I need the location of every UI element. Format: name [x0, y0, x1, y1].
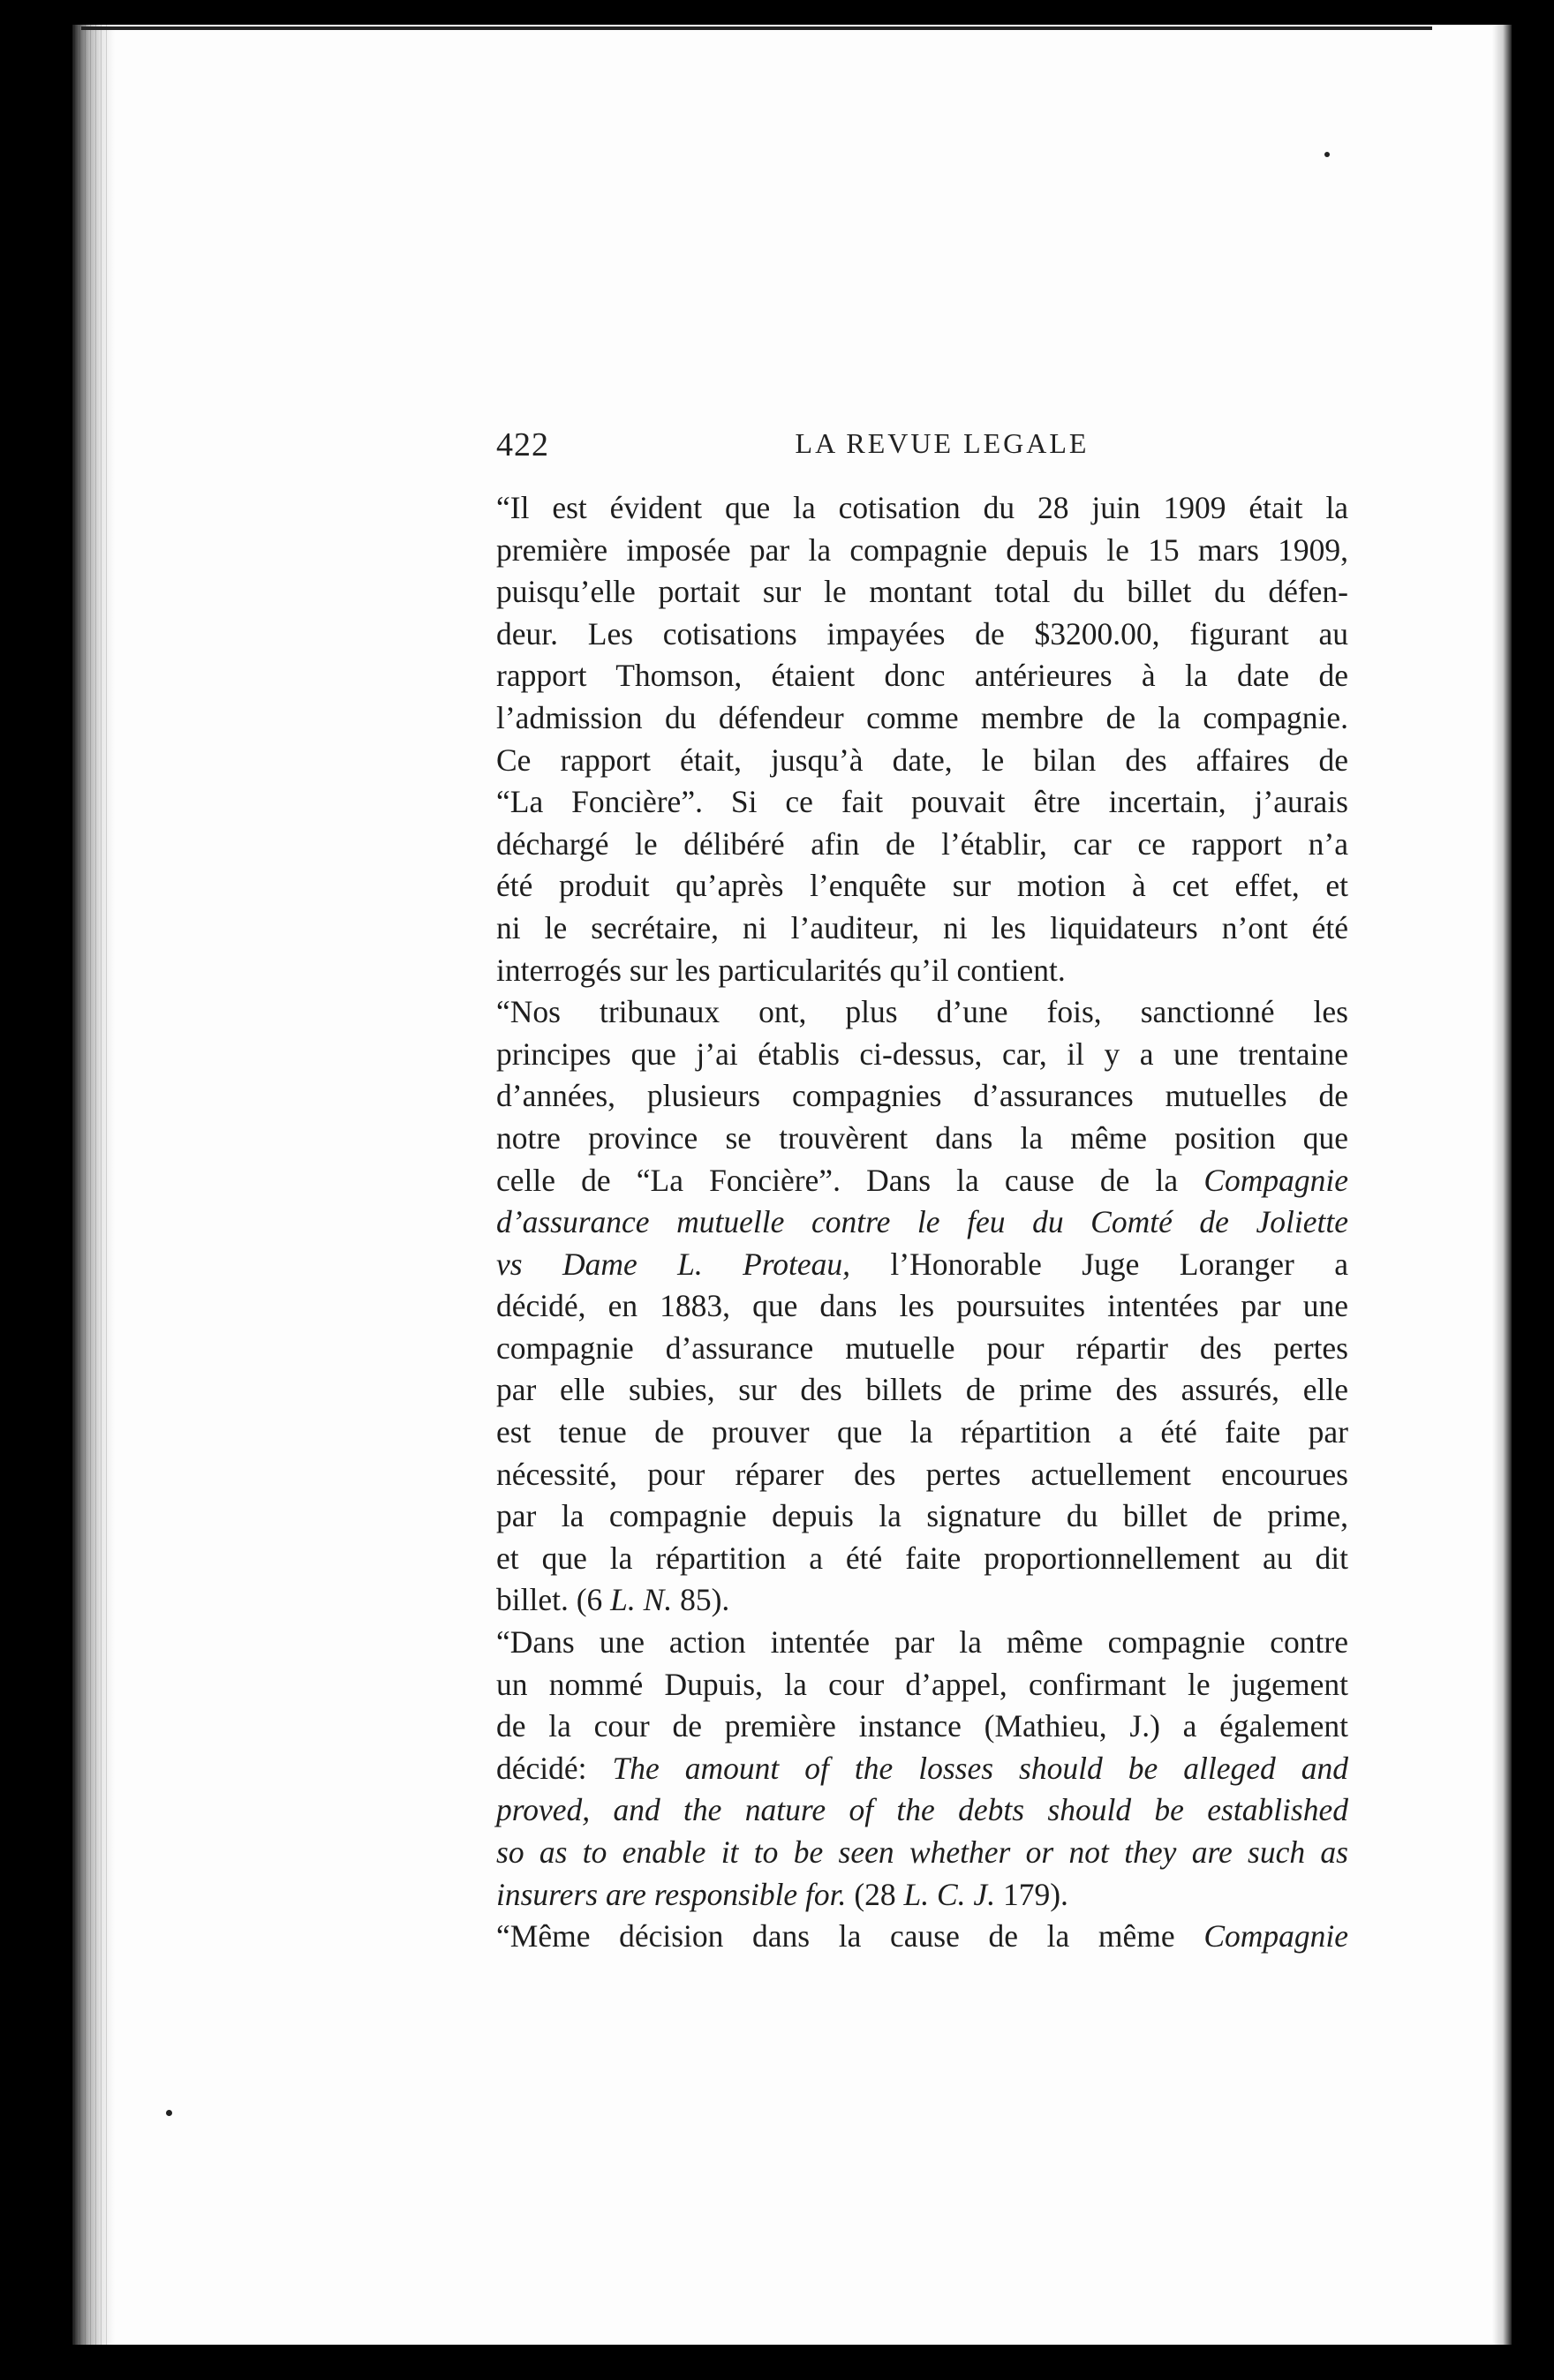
- text-line: [496, 1244, 1348, 1286]
- text-line: [496, 1789, 1348, 1832]
- text-line: [496, 1160, 1348, 1202]
- text-segment: “Il est évident que la cotisation du 28 juin 1909 était la: [496, 490, 1348, 525]
- text-line: [496, 1874, 1348, 1917]
- text-line: [496, 908, 1348, 950]
- page-top-edge: [81, 26, 1432, 30]
- italic-text-segment: L. N.: [610, 1582, 673, 1618]
- italic-text-segment: L. C. J.: [903, 1876, 996, 1912]
- text-line: [496, 655, 1348, 697]
- text-line: [496, 1034, 1348, 1076]
- text-segment: (28: [846, 1876, 904, 1912]
- text-segment: compagnie d’assurance mutuelle pour répartir des pertes: [496, 1329, 1348, 1366]
- text-line: [496, 1454, 1348, 1496]
- text-line: [496, 697, 1348, 740]
- text-line: [496, 1495, 1348, 1538]
- page-right-edge: [1492, 25, 1512, 2345]
- text-segment: déchargé le délibéré afin de l’établir, car ce rapport n’a: [496, 825, 1348, 862]
- text-segment: un nommé Dupuis, la cour d’appel, confirmant le jugement: [496, 1666, 1348, 1702]
- text-line: [496, 1118, 1348, 1160]
- text-segment: première imposée par la compagnie depuis le 15 mars 1909,: [496, 531, 1348, 568]
- italic-text-segment: Compagnie: [1203, 1918, 1348, 1954]
- page-edge-texture: [74, 25, 109, 2345]
- text-segment: puisqu’elle portait sur le montant total du billet du défen-: [496, 574, 1348, 610]
- page-number: 422: [496, 426, 549, 463]
- page-header: [496, 426, 1388, 470]
- text-segment: ni le secrétaire, ni l’auditeur, ni les liquidateurs n’ont été: [496, 909, 1348, 945]
- ink-speck: [166, 2110, 172, 2116]
- text-segment: l’Honorable Juge Loranger a: [850, 1246, 1348, 1282]
- italic-text-segment: so as to enable it to be seen whether or not they are such as: [496, 1834, 1348, 1870]
- text-segment: “Nos tribunaux ont, plus d’une fois, sanctionné les: [496, 994, 1348, 1030]
- text-line: [496, 530, 1348, 572]
- text-segment: et que la répartition a été faite proportionnellement au dit: [496, 1540, 1348, 1576]
- text-segment: de la cour de première instance (Mathieu, J.) a également: [496, 1708, 1348, 1744]
- text-line: [496, 1201, 1348, 1244]
- text-line: [496, 1748, 1348, 1790]
- text-segment: interrogés sur les particularités qu’il contient.: [496, 952, 1066, 988]
- italic-text-segment: insurers are responsible for.: [496, 1876, 847, 1912]
- text-segment: principes que j’ai établis ci-dessus, car, il y a une trentaine: [496, 1036, 1348, 1072]
- italic-text-segment: Compagnie: [1203, 1162, 1348, 1198]
- text-line: [496, 1328, 1348, 1370]
- italic-text-segment: proved, and the nature of the debts should be established: [496, 1792, 1348, 1828]
- text-line: [496, 824, 1348, 866]
- text-line: [496, 865, 1348, 908]
- text-line: [496, 1832, 1348, 1874]
- text-segment: billet. (6: [496, 1582, 611, 1618]
- text-line: [496, 487, 1348, 530]
- text-line: [496, 1579, 1348, 1622]
- text-line: [496, 950, 1348, 992]
- text-segment: l’admission du défendeur comme membre de la compagnie.: [496, 699, 1348, 735]
- running-title: LA REVUE LEGALE: [795, 427, 1090, 459]
- text-line: [496, 1664, 1348, 1706]
- text-segment: Ce rapport était, jusqu’à date, le bilan des affaires de: [496, 742, 1348, 778]
- text-segment: notre province se trouvèrent dans la même position que: [496, 1119, 1348, 1156]
- text-line: [496, 1285, 1348, 1328]
- text-line: [496, 1075, 1348, 1118]
- text-segment: rapport Thomson, étaient donc antérieures à la date de: [496, 658, 1348, 694]
- text-segment: “Même décision dans la cause de la même: [496, 1918, 1204, 1954]
- text-segment: “La Foncière”. Si ce fait pouvait être incertain, j’aurais: [496, 784, 1348, 820]
- text-segment: est tenue de prouver que la répartition a été faite par: [496, 1414, 1348, 1450]
- text-segment: 179).: [995, 1876, 1068, 1912]
- text-segment: par la compagnie depuis la signature du billet de prime,: [496, 1498, 1348, 1534]
- text-line: [496, 781, 1348, 824]
- text-segment: décidé:: [496, 1750, 613, 1786]
- text-line: [496, 991, 1348, 1034]
- text-line: [496, 1706, 1348, 1748]
- text-line: [496, 1622, 1348, 1664]
- text-segment: été produit qu’après l’enquête sur motion à cet effet, et: [496, 868, 1348, 904]
- text-line: [496, 1369, 1348, 1412]
- text-segment: deur. Les cotisations impayées de $3200.00, figurant au: [496, 615, 1348, 651]
- text-line: [496, 740, 1348, 782]
- italic-text-segment: The amount of the losses should be alleged and: [612, 1750, 1348, 1786]
- text-segment: celle de “La Foncière”. Dans la cause de la: [496, 1162, 1204, 1198]
- body-text: [496, 487, 1348, 1958]
- text-line: [496, 1412, 1348, 1454]
- text-segment: d’années, plusieurs compagnies d’assurances mutuelles de: [496, 1078, 1348, 1114]
- italic-text-segment: vs Dame L. Proteau,: [496, 1246, 851, 1282]
- text-segment: nécessité, pour réparer des pertes actuellement encourues: [496, 1456, 1348, 1492]
- text-segment: 85).: [672, 1582, 730, 1618]
- text-segment: décidé, en 1883, que dans les poursuites intentées par une: [496, 1288, 1348, 1324]
- text-segment: par elle subies, sur des billets de prime des assurés, elle: [496, 1372, 1348, 1408]
- text-line: [496, 1538, 1348, 1580]
- ink-speck: [1324, 152, 1330, 157]
- text-line: [496, 614, 1348, 656]
- text-line: [496, 1916, 1348, 1958]
- italic-text-segment: d’assurance mutuelle contre le feu du Comté de Joliette: [496, 1204, 1348, 1240]
- text-segment: “Dans une action intentée par la même compagnie contre: [496, 1624, 1348, 1661]
- text-line: [496, 571, 1348, 614]
